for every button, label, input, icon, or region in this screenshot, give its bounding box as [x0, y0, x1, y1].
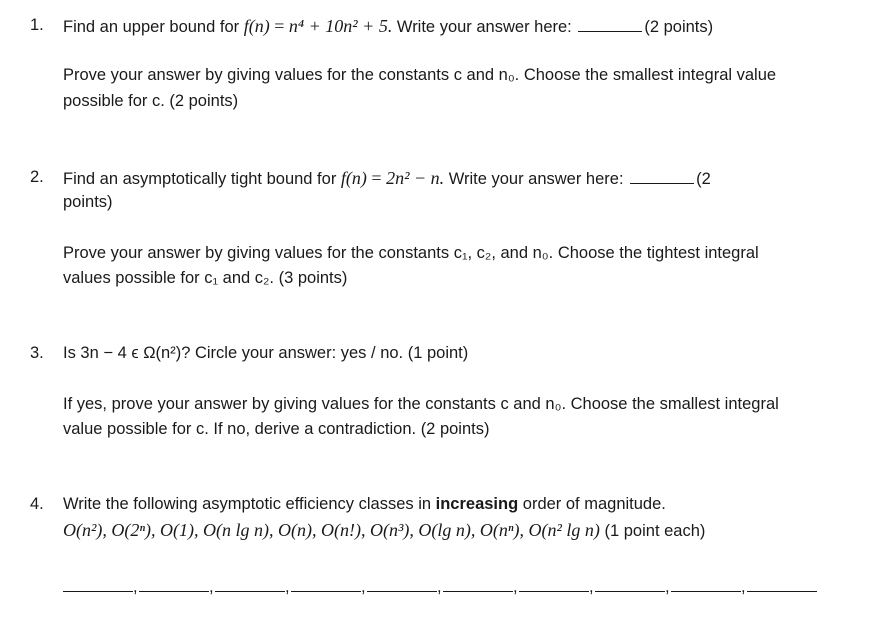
- separator: ,: [285, 578, 290, 596]
- question-3-line-3: value possible for c. If no, derive a contradiction. (2 points): [63, 420, 490, 438]
- answer-blank[interactable]: [443, 579, 513, 592]
- question-1-line-1: Find an upper bound for f(n) = n⁴ + 10n² + 5. Write your answer here: (2 points): [63, 16, 714, 36]
- question-2-line-1: Find an asymptotically tight bound for f(n) = 2n² − n. Write your answer here: (2: [63, 168, 711, 188]
- question-number: 4.: [30, 495, 44, 513]
- answer-blank[interactable]: [578, 17, 642, 32]
- question-2-line-1-cont: points): [63, 193, 113, 211]
- question-3-line-2: If yes, prove your answer by giving values for the constants c and n₀. Choose the smallest integral: [63, 395, 779, 413]
- answer-blank[interactable]: [291, 579, 361, 592]
- question-number: 2.: [30, 168, 44, 186]
- question-1-line-3: possible for c. (2 points): [63, 92, 239, 110]
- separator: ,: [133, 578, 138, 596]
- answer-blank[interactable]: [215, 579, 285, 592]
- answer-blank[interactable]: [747, 579, 817, 592]
- answer-blank[interactable]: [671, 579, 741, 592]
- question-3-line-1: Is 3n − 4 ϵ Ω(n²)? Circle your answer: yes / no. (1 point): [63, 344, 469, 362]
- question-number: 1.: [30, 16, 44, 34]
- separator: ,: [589, 578, 594, 596]
- question-1-line-2: Prove your answer by giving values for the constants c and n₀. Choose the smallest integral value: [63, 66, 777, 84]
- question-2-line-2: Prove your answer by giving values for the constants c₁, c₂, and n₀. Choose the tightest integral: [63, 244, 759, 262]
- question-4-line-1: Write the following asymptotic efficiency classes in increasing order of magnitude.: [63, 495, 666, 513]
- separator: ,: [437, 578, 442, 596]
- answer-blank[interactable]: [595, 579, 665, 592]
- separator: ,: [513, 578, 518, 596]
- question-4-classes: O(n²), O(2ⁿ), O(1), O(n lg n), O(n), O(n!), O(n³), O(lg n), O(nⁿ), O(n² lg n) (1 point each): [63, 520, 706, 540]
- ordering-answer-blanks: [63, 578, 817, 597]
- answer-blank[interactable]: [139, 579, 209, 592]
- separator: ,: [665, 578, 670, 596]
- separator: ,: [209, 578, 214, 596]
- question-2-line-3: values possible for c₁ and c₂. (3 points): [63, 269, 348, 287]
- question-number: 3.: [30, 344, 44, 362]
- separator: ,: [361, 578, 366, 596]
- answer-blank[interactable]: [63, 579, 133, 592]
- separator: ,: [741, 578, 746, 596]
- answer-blank[interactable]: [630, 169, 694, 184]
- answer-blank[interactable]: [367, 579, 437, 592]
- answer-blank[interactable]: [519, 579, 589, 592]
